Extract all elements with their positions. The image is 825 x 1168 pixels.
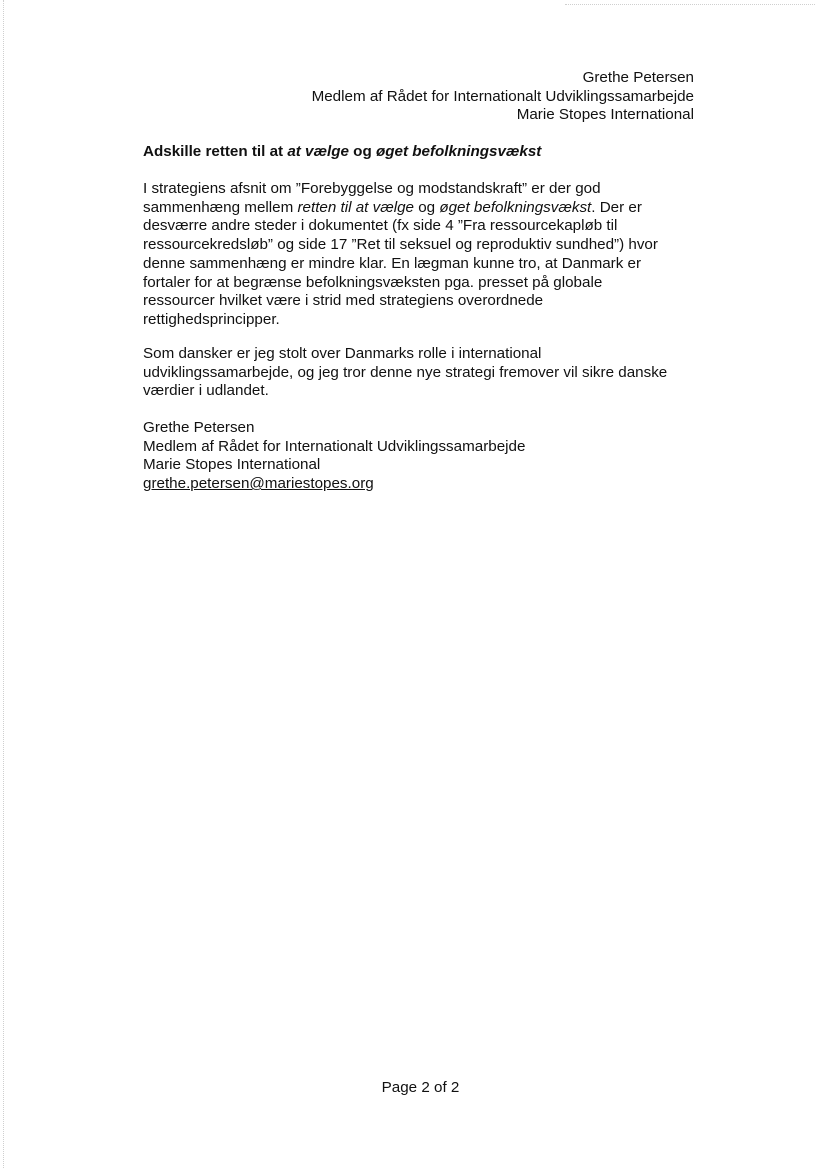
paragraph-line: fortaler for at begrænse befolkningsvæksten pga. presset på globale bbox=[143, 273, 603, 291]
signature-name: Grethe Petersen bbox=[143, 419, 255, 436]
italic-run: retten til at vælge bbox=[297, 198, 414, 216]
text-run: sammenhæng mellem bbox=[143, 198, 298, 216]
sender-organization: Marie Stopes International bbox=[516, 106, 694, 124]
page-number: Page 2 of 2 bbox=[381, 1079, 460, 1096]
italic-run: øget befolkningsvækst bbox=[439, 198, 592, 216]
paragraph-line bbox=[143, 199, 703, 218]
paragraph-line: ressourcekredsløb” og side 17 ”Ret til seksuel og reproduktiv sundhed”) hvor bbox=[143, 236, 658, 254]
paragraph-strategy bbox=[143, 180, 703, 330]
scan-edge-top bbox=[565, 4, 815, 5]
heading-prefix: Adskille retten til at bbox=[143, 143, 288, 160]
paragraph-line: ressourcer hvilket være i strid med strategiens overordnede bbox=[143, 292, 544, 310]
page-footer bbox=[0, 1079, 825, 1098]
heading-conjunction: og bbox=[348, 143, 376, 160]
scan-edge-left bbox=[3, 0, 4, 1168]
section-heading bbox=[143, 143, 541, 162]
text-run: . Der er bbox=[591, 198, 642, 216]
paragraph-line: Som dansker er jeg stolt over Danmarks rolle i international bbox=[143, 345, 542, 362]
signature-block bbox=[143, 419, 703, 494]
text-run: og bbox=[413, 198, 440, 216]
sender-name: Grethe Petersen bbox=[582, 69, 694, 86]
paragraph-line: desværre andre steder i dokumentet (fx side 4 ”Fra ressourcekapløb til bbox=[143, 217, 618, 235]
paragraph-line: rettighedsprincipper. bbox=[143, 310, 280, 328]
paragraph-line: værdier i udlandet. bbox=[143, 382, 269, 400]
signature-organization: Marie Stopes International bbox=[143, 456, 321, 474]
paragraph-pride bbox=[143, 345, 703, 401]
heading-italic-choice: at vælge bbox=[287, 143, 349, 160]
paragraph-line: denne sammenhæng er mindre klar. En lægman kunne tro, at Danmark er bbox=[143, 254, 642, 272]
heading-italic-growth: øget befolkningsvækst bbox=[375, 143, 542, 160]
signature-role: Medlem af Rådet for Internationalt Udviklingssamarbejde bbox=[143, 437, 526, 455]
paragraph-line: I strategiens afsnit om ”Forebyggelse og modstandskraft” er der god bbox=[143, 180, 601, 197]
sender-role: Medlem af Rådet for Internationalt Udviklingssamarbejde bbox=[311, 87, 694, 105]
paragraph-line: udviklingssamarbejde, og jeg tror denne nye strategi fremover vil sikre danske bbox=[143, 363, 668, 381]
email-link[interactable]: grethe.petersen@mariestopes.org bbox=[143, 475, 374, 493]
sender-block bbox=[312, 69, 694, 125]
